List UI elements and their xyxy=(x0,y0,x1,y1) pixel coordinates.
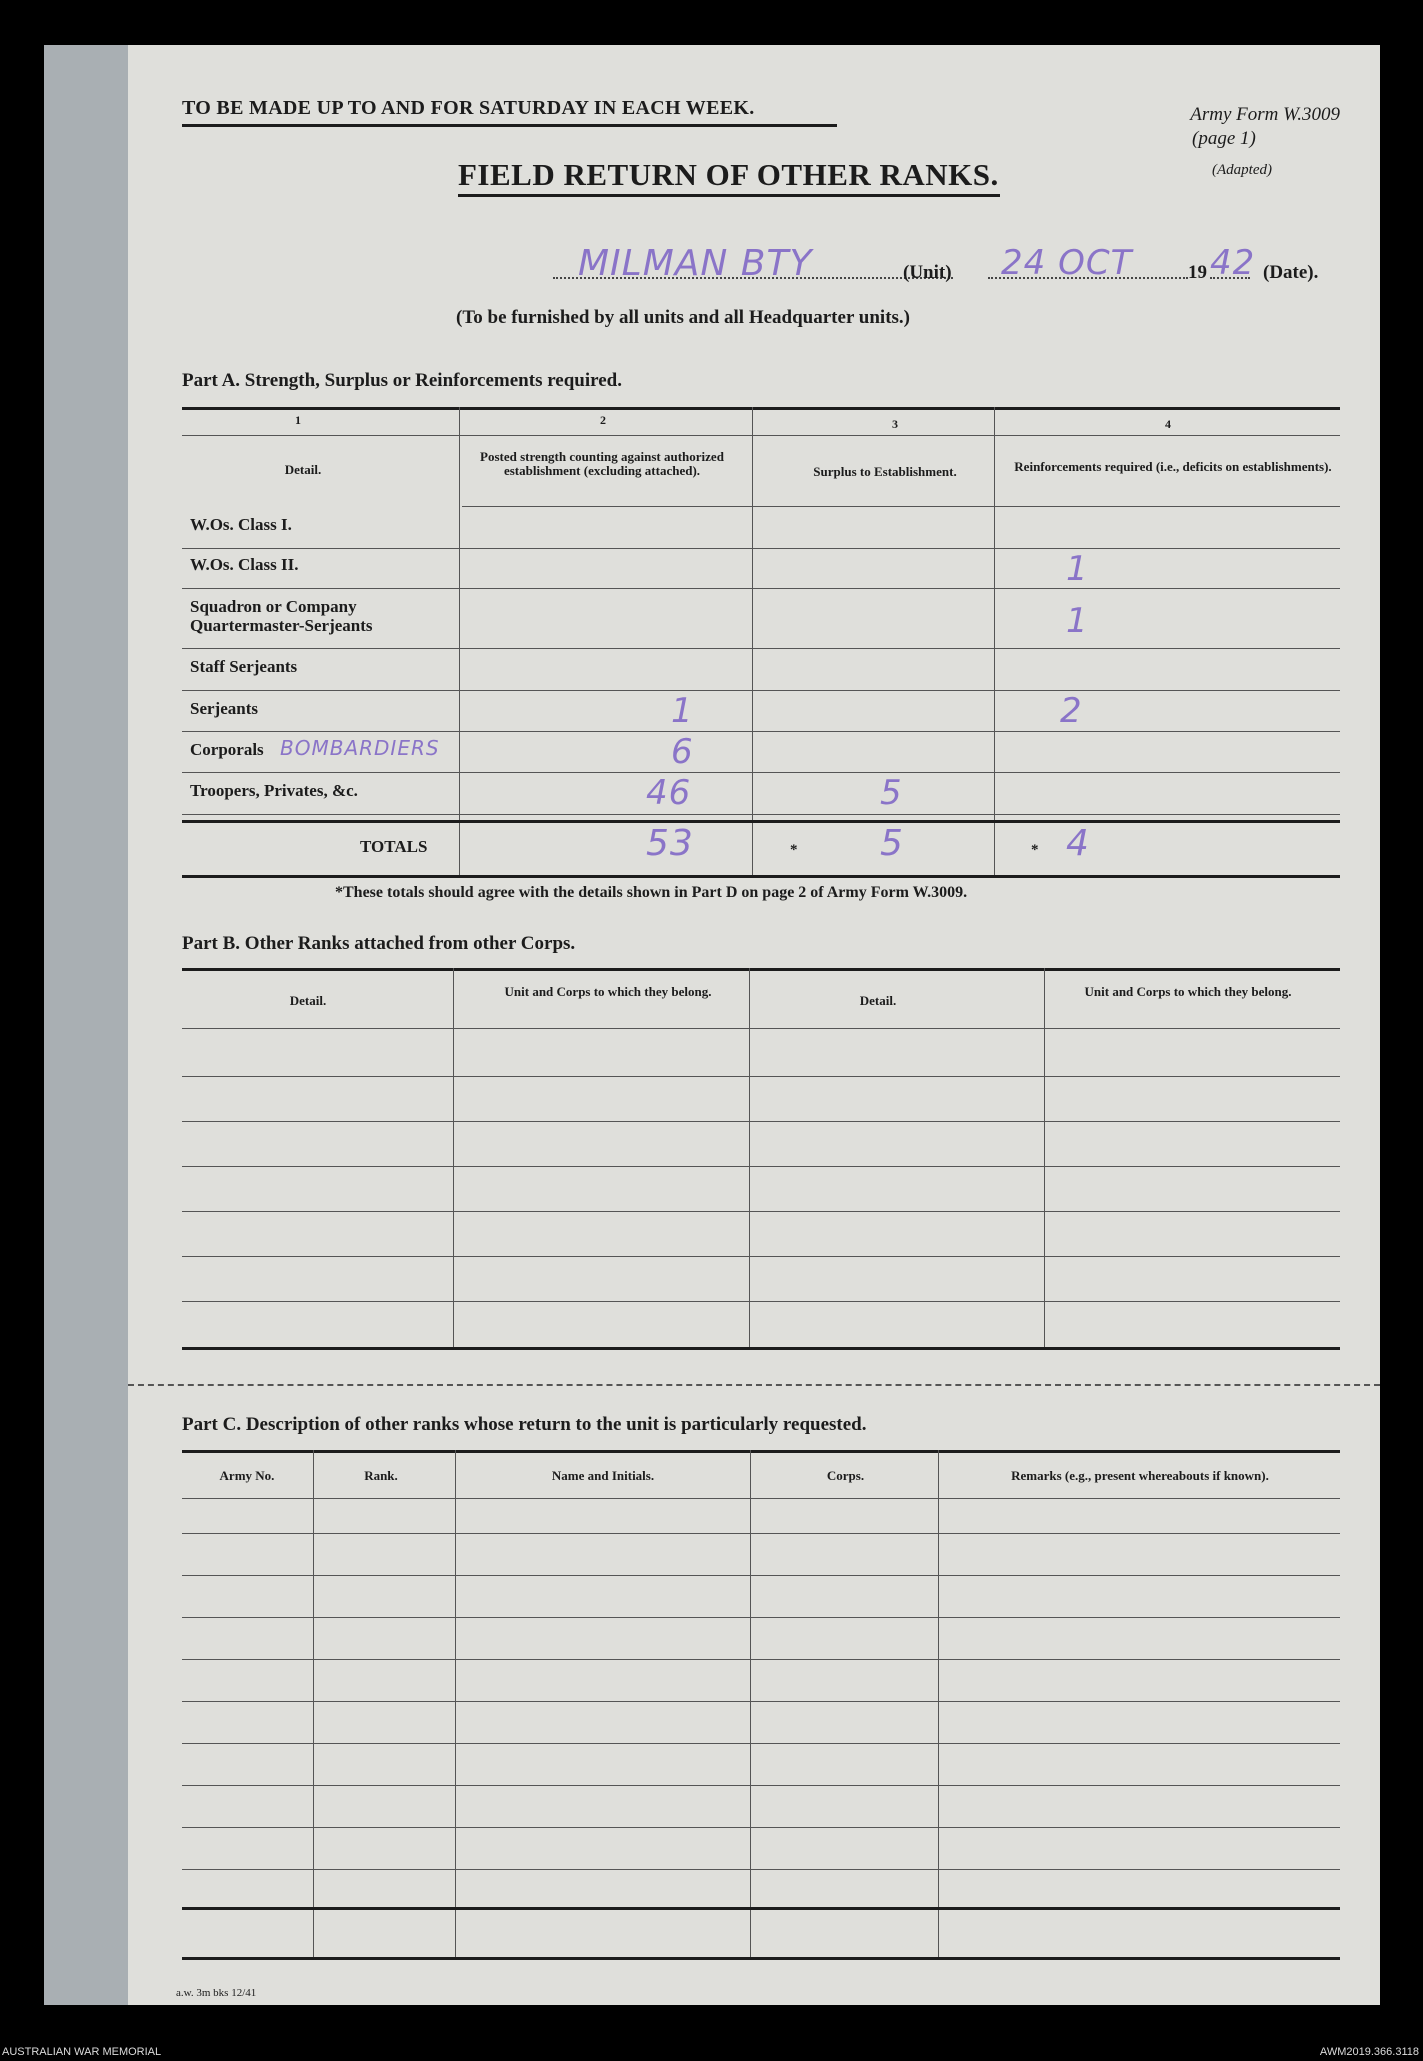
footer-right: AWM2019.366.3118 xyxy=(1319,2046,1419,2058)
part-c-top-rule xyxy=(182,1450,1340,1453)
year-prefix: 19 xyxy=(1188,262,1207,283)
col-header-reinforcements: Reinforcements required (i.e., deficits on establishments). xyxy=(1014,459,1332,474)
part-c-row-rule xyxy=(182,1575,1340,1576)
part-c-col-army-no: Army No. xyxy=(219,1468,275,1483)
form-number: Army Form W.3009 xyxy=(1190,104,1340,125)
unit-label: (Unit) xyxy=(903,262,952,283)
row-label-staff-serjeants: Staff Serjeants xyxy=(190,657,298,676)
corporals-annotation: BOMBARDIERS xyxy=(280,736,440,760)
tear-line xyxy=(128,1384,1380,1386)
part-c-col-rank: Rank. xyxy=(364,1468,398,1483)
row-rule xyxy=(182,814,1340,815)
unit-handwritten: MILMAN BTY xyxy=(578,243,813,284)
troopers-posted-value: 46 xyxy=(646,773,692,813)
part-c-divider-3 xyxy=(750,1450,751,1960)
totals-top-rule xyxy=(182,820,1340,823)
part-c-divider-4 xyxy=(938,1450,939,1960)
row-rule xyxy=(182,772,1340,773)
serjeants-reinforcements-value: 2 xyxy=(1060,691,1083,731)
col-header-detail: Detail. xyxy=(284,462,322,477)
row-label-troopers: Troopers, Privates, &c. xyxy=(190,781,358,800)
part-a-divider-1 xyxy=(459,407,460,877)
date-label: (Date). xyxy=(1263,262,1319,283)
part-c-col-corps: Corps. xyxy=(826,1468,865,1483)
totals-footnote: *These totals should agree with the details shown in Part D on page 2 of Army Form W.3009. xyxy=(335,884,968,901)
part-c-col-remarks: Remarks (e.g., present whereabouts if known). xyxy=(1011,1468,1269,1483)
part-b-divider-3 xyxy=(1044,968,1045,1348)
part-c-bottom-rule xyxy=(182,1957,1340,1960)
part-b-bottom-rule xyxy=(182,1347,1340,1350)
corporals-posted-value: 6 xyxy=(671,732,694,772)
cqms-reinforcements-value: 1 xyxy=(1066,601,1089,641)
date-handwritten: 24 OCT xyxy=(1001,243,1133,283)
printer-code: a.w. 3m bks 12/41 xyxy=(176,1987,257,1999)
form-title: FIELD RETURN OF OTHER RANKS. xyxy=(458,157,999,192)
footer-left: AUSTRALIAN WAR MEMORIAL xyxy=(2,2046,162,2058)
furnish-note: (To be furnished by all units and all Headquarter units.) xyxy=(456,307,910,328)
part-c-separator-rule xyxy=(182,1907,1340,1910)
row-rule xyxy=(182,731,1340,732)
part-c-row-rule xyxy=(182,1869,1340,1870)
year-handwritten: 42 xyxy=(1210,243,1256,283)
part-c-heading: Part C. Description of other ranks whose return to the unit is particularly requested. xyxy=(182,1414,867,1435)
part-a-heading: Part A. Strength, Surplus or Reinforcements required. xyxy=(182,370,622,391)
adapted-note: (Adapted) xyxy=(1212,162,1272,178)
part-c-row-rule xyxy=(182,1827,1340,1828)
part-c-row-rule xyxy=(182,1785,1340,1786)
part-b-row-rule xyxy=(182,1211,1340,1212)
row-rule xyxy=(182,588,1340,589)
form-sheet xyxy=(128,45,1380,2005)
part-c-row-rule xyxy=(182,1701,1340,1702)
row-label-wos-class-2: W.Os. Class II. xyxy=(190,555,299,574)
title-underline xyxy=(458,194,1000,197)
part-a-divider-3 xyxy=(994,407,995,877)
part-c-header-rule xyxy=(182,1498,1340,1499)
row-rule xyxy=(182,548,1340,549)
part-b-col-unit-corps: Unit and Corps to which they belong. xyxy=(504,984,712,999)
totals-surplus-value: 5 xyxy=(880,823,904,864)
col-number-4: 4 xyxy=(1165,417,1171,431)
col-number-rule xyxy=(182,435,1340,436)
instruction-underline xyxy=(182,124,837,127)
totals-surplus-asterisk: * xyxy=(790,842,798,858)
part-c-col-name-initials: Name and Initials. xyxy=(551,1468,655,1483)
part-b-col-detail-2: Detail. xyxy=(859,993,897,1008)
part-b-row-rule xyxy=(182,1076,1340,1077)
part-b-row-rule xyxy=(182,1256,1340,1257)
totals-posted-value: 53 xyxy=(646,823,694,864)
blue-backing-sheet xyxy=(44,45,139,2005)
part-c-row-rule xyxy=(182,1743,1340,1744)
part-b-heading: Part B. Other Ranks attached from other Corps. xyxy=(182,933,576,954)
page-indicator: (page 1) xyxy=(1192,128,1256,149)
row-label-corporals: Corporals xyxy=(190,740,264,759)
totals-reinforcements-value: 4 xyxy=(1066,823,1090,864)
part-a-top-rule xyxy=(182,407,1340,410)
part-b-divider-2 xyxy=(749,968,750,1348)
part-b-header-rule xyxy=(182,1028,1340,1029)
row-label-serjeants: Serjeants xyxy=(190,699,258,718)
col-header-rule xyxy=(462,506,1340,507)
part-b-divider-1 xyxy=(453,968,454,1348)
part-a-bottom-rule xyxy=(182,875,1340,878)
col-header-surplus: Surplus to Establishment. xyxy=(813,464,957,479)
part-c-row-rule xyxy=(182,1617,1340,1618)
col-header-posted: Posted strength counting against authorized establishment (excluding attached). xyxy=(480,449,724,478)
col-number-2: 2 xyxy=(600,413,606,427)
part-c-divider-2 xyxy=(455,1450,456,1960)
troopers-surplus-value: 5 xyxy=(880,773,903,813)
part-b-row-rule xyxy=(182,1121,1340,1122)
row-rule xyxy=(182,690,1340,691)
part-c-row-rule xyxy=(182,1659,1340,1660)
part-c-row-rule xyxy=(182,1533,1340,1534)
part-b-col-detail: Detail. xyxy=(289,993,327,1008)
col-number-3: 3 xyxy=(892,417,898,431)
col-number-1: 1 xyxy=(295,413,301,427)
row-label-cqms: Squadron or Company Quartermaster-Serjeants xyxy=(190,597,373,635)
wos2-reinforcements-value: 1 xyxy=(1066,549,1089,589)
part-b-col-unit-corps-2: Unit and Corps to which they belong. xyxy=(1084,984,1292,999)
part-c-divider-1 xyxy=(313,1450,314,1960)
part-b-top-rule xyxy=(182,968,1340,971)
serjeants-posted-value: 1 xyxy=(671,691,694,731)
totals-label: TOTALS xyxy=(360,837,428,856)
part-a-divider-2 xyxy=(752,407,753,877)
part-b-row-rule xyxy=(182,1301,1340,1302)
part-b-row-rule xyxy=(182,1166,1340,1167)
instruction-note: TO BE MADE UP TO AND FOR SATURDAY IN EACH WEEK. xyxy=(182,97,755,119)
totals-reinforcements-asterisk: * xyxy=(1031,842,1039,858)
row-rule xyxy=(182,648,1340,649)
row-label-wos-class-1: W.Os. Class I. xyxy=(190,515,292,534)
